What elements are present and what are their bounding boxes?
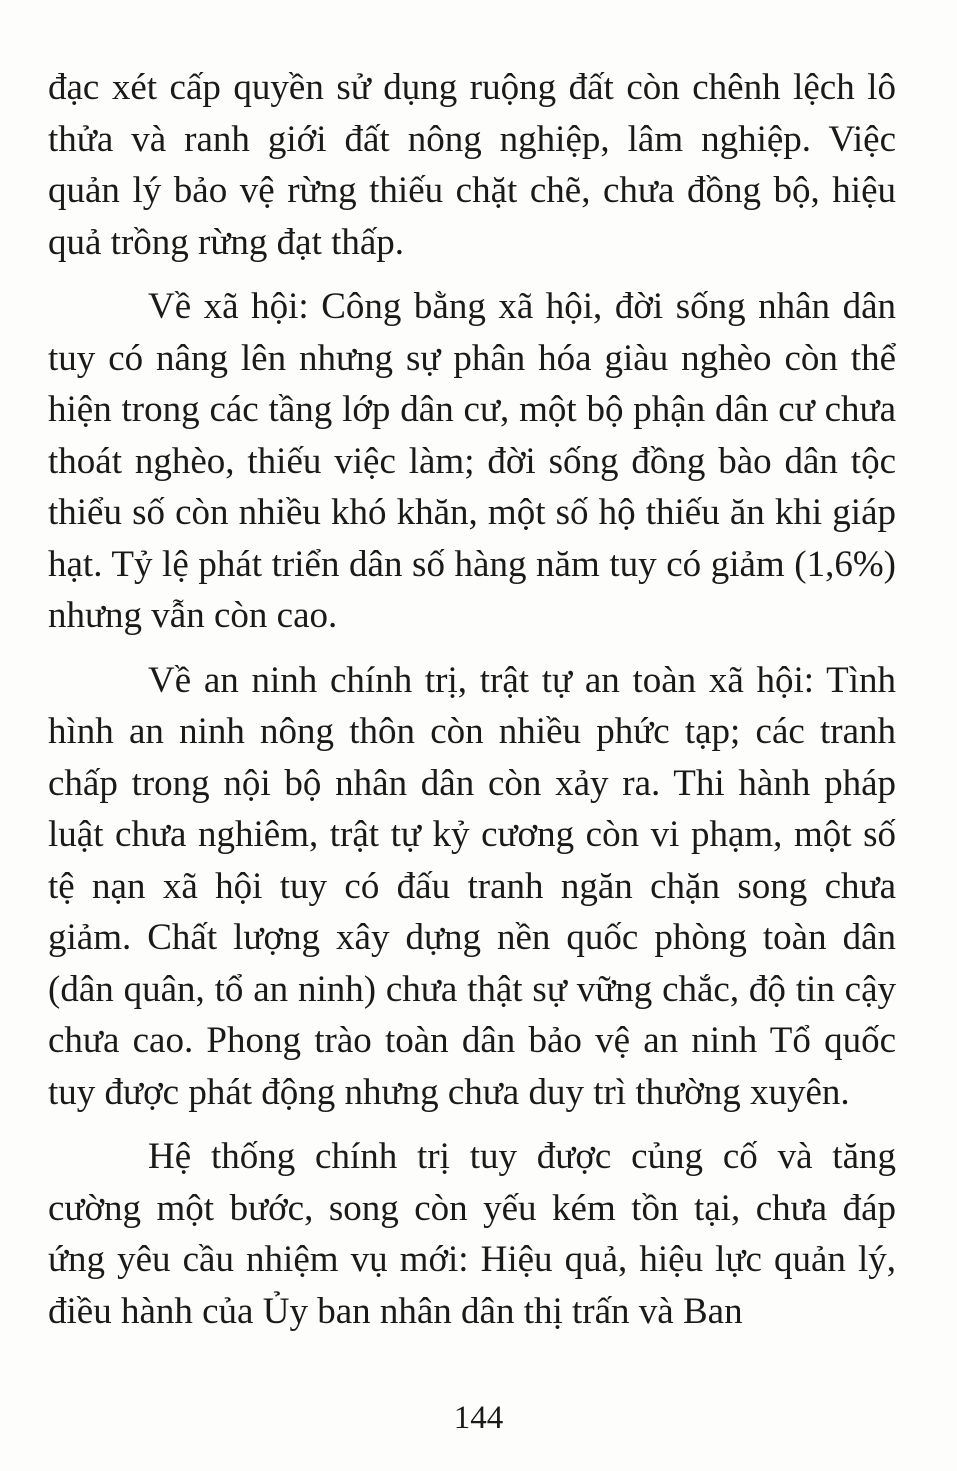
paragraph-security: Về an ninh chính trị, trật tự an toàn xã hội: Tình hình an ninh nông thôn còn nhiều phức tạp; các tranh chấp trong nội bộ nhân dân còn xảy ra. Thi hành pháp luật chưa nghiêm, trật tự kỷ cương còn vi phạm, một số tệ nạn xã hội tuy có đấu tranh ngăn chặn song chưa giảm. Chất lượng xây dựng nền quốc phòng toàn dân (dân quân, tổ an ninh) chưa thật sự vững chắc, độ tin cậy chưa cao. Phong trào toàn dân bảo vệ an ninh Tổ quốc tuy được phát động nhưng chưa duy trì thường xuyên. [48, 659, 896, 1113]
page-number: 144 [453, 1400, 504, 1436]
page-body [48, 62, 896, 1337]
paragraph-land-management: đạc xét cấp quyền sử dụng ruộng đất còn chênh lệch lô thửa và ranh giới đất nông nghiệp, lâm nghiệp. Việc quản lý bảo vệ rừng thiếu chặt chẽ, chưa đồng bộ, hiệu quả trồng rừng đạt thấp. [48, 67, 896, 263]
paragraph-social: Về xã hội: Công bằng xã hội, đời sống nhân dân tuy có nâng lên nhưng sự phân hóa giàu nghèo còn thể hiện trong các tầng lớp dân cư, một bộ phận dân cư chưa thoát nghèo, thiếu việc làm; đời sống đồng bào dân tộc thiểu số còn nhiều khó khăn, một số hộ thiếu ăn khi giáp hạt. Tỷ lệ phát triển dân số hàng năm tuy có giảm (1,6%) nhưng vẫn còn cao. [48, 286, 896, 636]
paragraph-political-system: Hệ thống chính trị tuy được củng cố và tăng cường một bước, song còn yếu kém tồn tại, chưa đáp ứng yêu cầu nhiệm vụ mới: Hiệu quả, hiệu lực quản lý, điều hành của Ủy ban nhân dân thị trấn và Ban [48, 1136, 896, 1332]
